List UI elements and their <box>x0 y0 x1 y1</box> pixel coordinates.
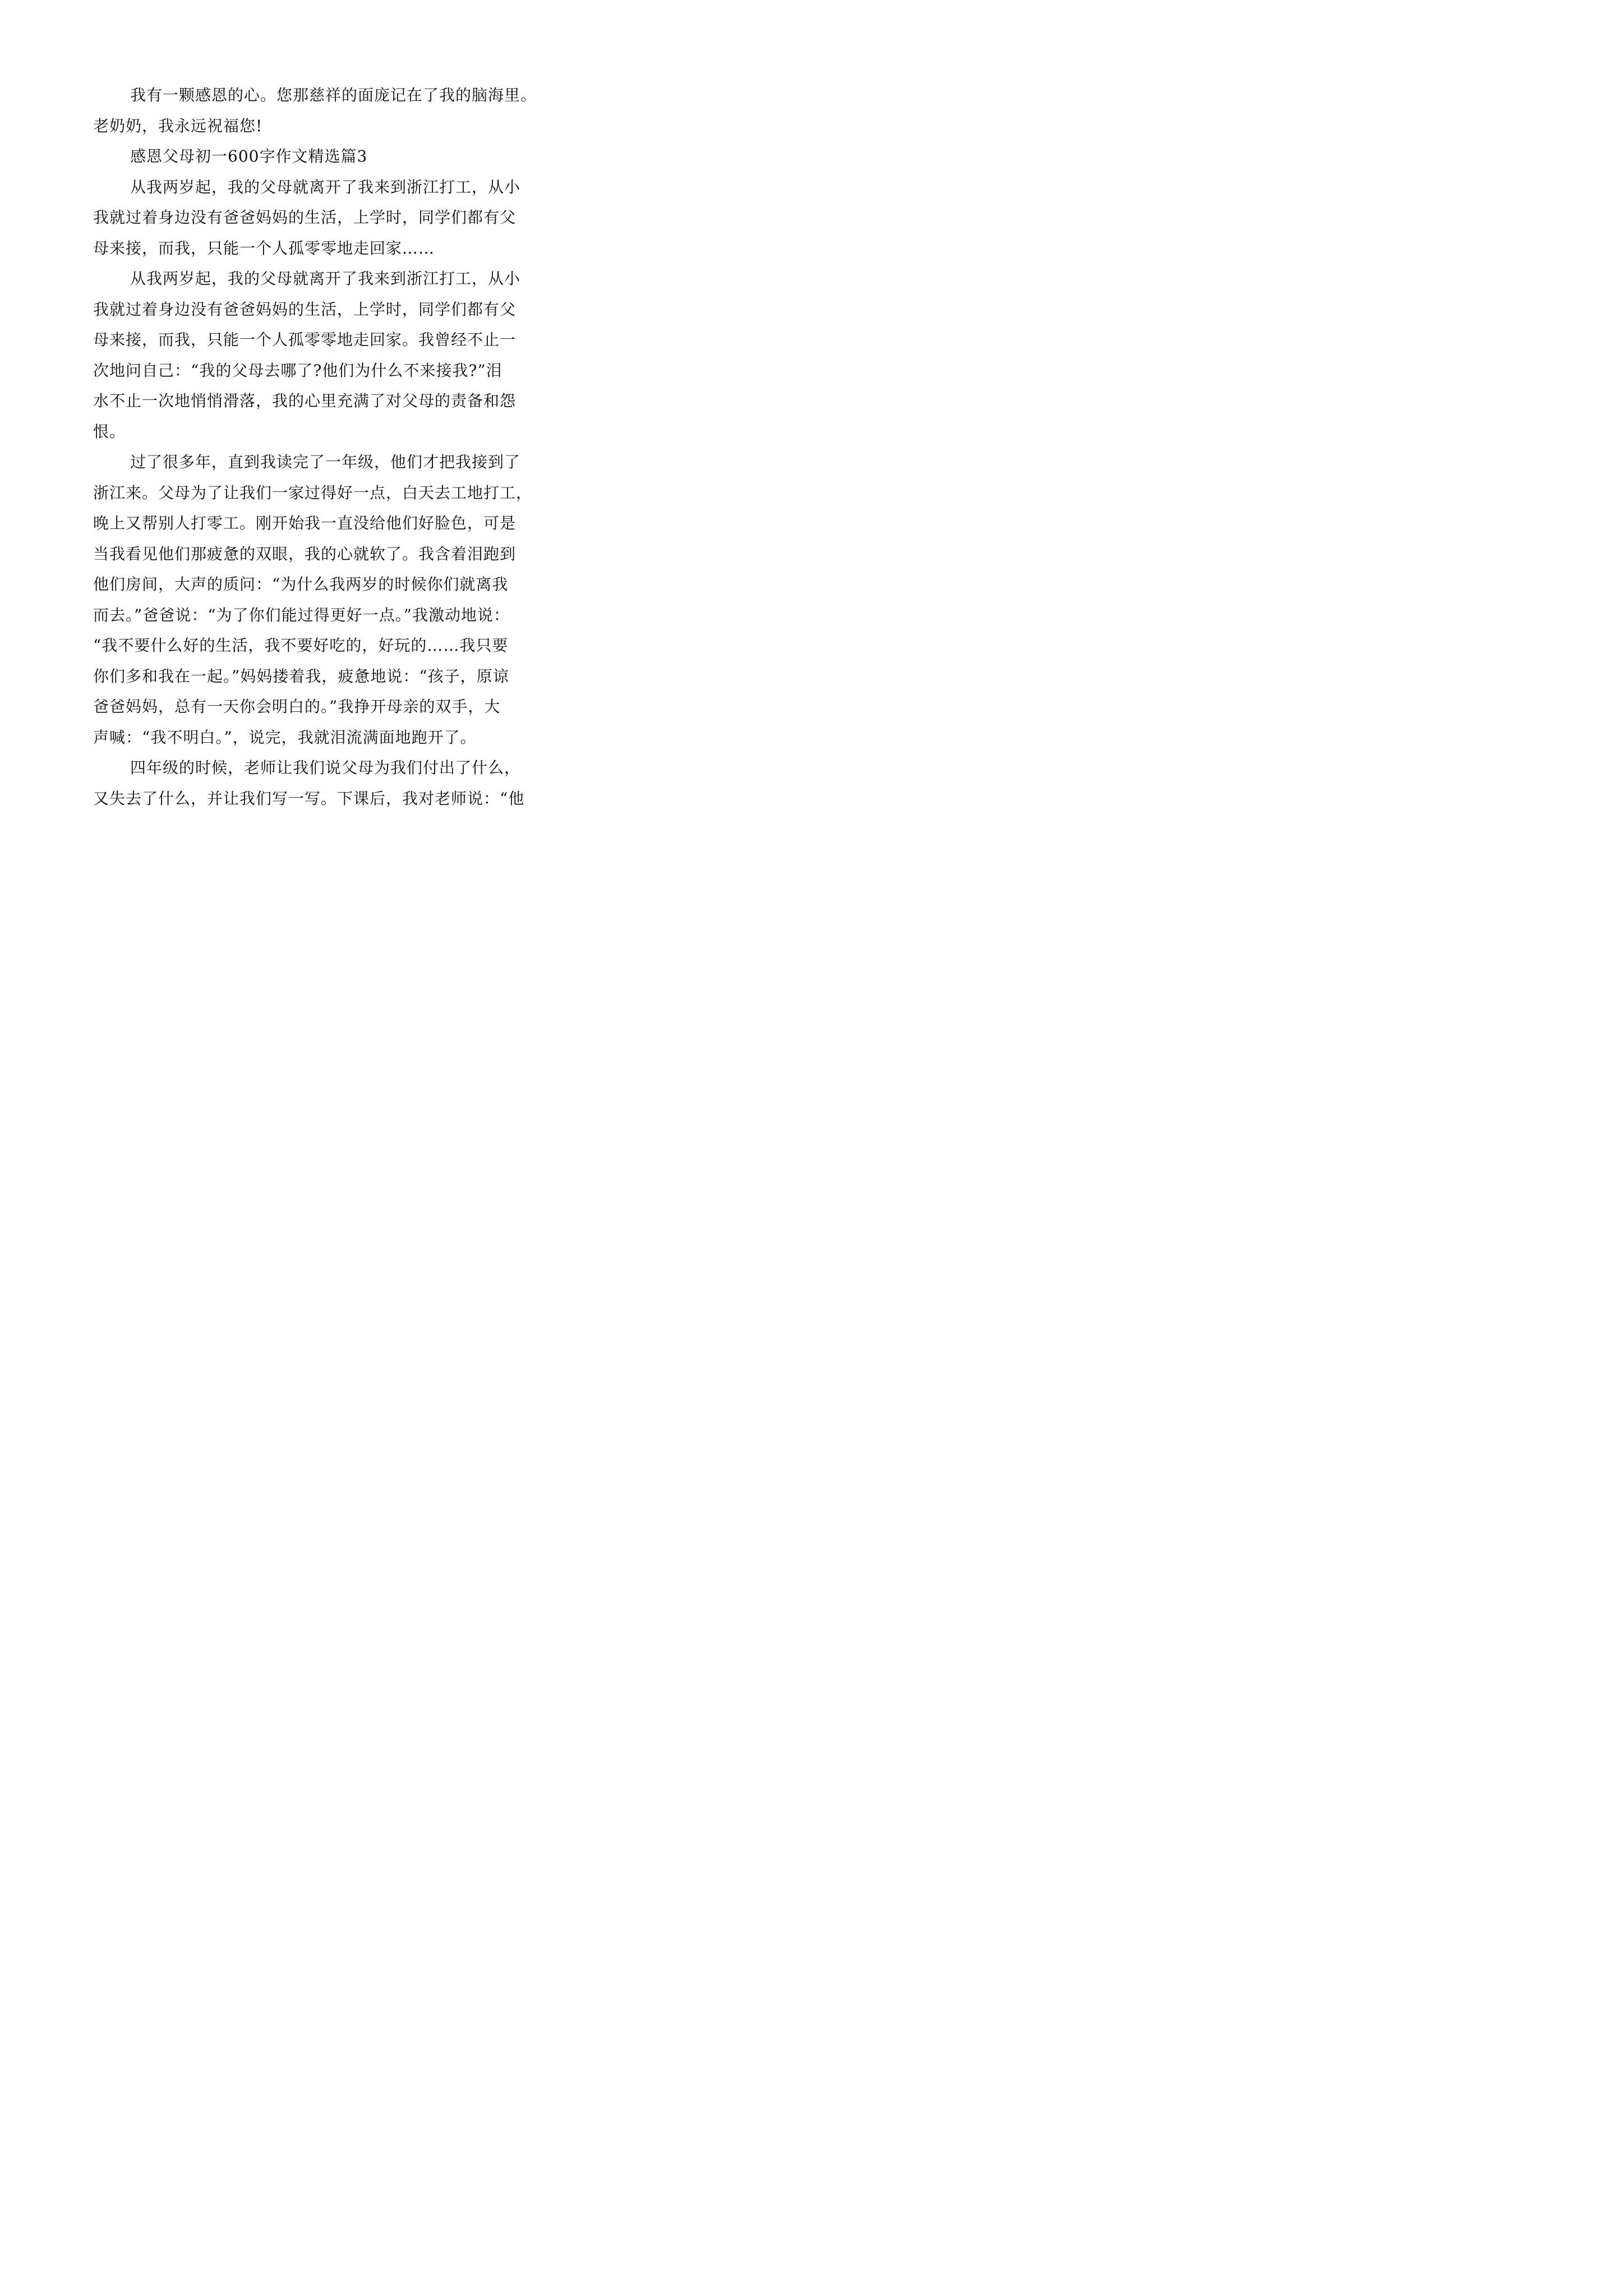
text-line: 从我两岁起，我的父母就离开了我来到浙江打工，从小 <box>130 269 521 288</box>
text-line: 我有一颗感恩的心。您那慈祥的面庞记在了我的脑海里。 <box>130 86 537 104</box>
text-line: 次地问自己：“我的父母去哪了?他们为什么不来接我?”泪 <box>93 361 502 380</box>
text-line: 老奶奶，我永远祝福您! <box>93 116 263 135</box>
text-line: “我不要什么好的生活，我不要好吃的，好玩的……我只要 <box>93 636 509 655</box>
text-line: 浙江来。父母为了让我们一家过得好一点，白天去工地打工， <box>93 483 533 502</box>
paragraph <box>93 264 553 447</box>
text-line: 母来接，而我，只能一个人孤零零地走回家。我曾经不止一 <box>93 330 517 349</box>
text-line: 恨。 <box>93 422 126 441</box>
heading-line: 感恩父母初一600字作文精选篇3 <box>130 147 368 165</box>
text-line: 我就过着身边没有爸爸妈妈的生活，上学时，同学们都有父 <box>93 208 517 227</box>
document-page <box>0 0 623 881</box>
paragraph <box>93 80 553 141</box>
text-line: 当我看见他们那疲惫的双眼，我的心就软了。我含着泪跑到 <box>93 544 517 563</box>
text-line: 而去。”爸爸说：“为了你们能过得更好一点。”我激动地说： <box>93 605 510 624</box>
text-line: 过了很多年，直到我读完了一年级，他们才把我接到了 <box>130 453 521 471</box>
text-line: 他们房间，大声的质问：“为什么我两岁的时候你们就离我 <box>93 575 509 593</box>
text-line: 水不止一次地悄悄滑落，我的心里充满了对父母的责备和怨 <box>93 392 517 410</box>
paragraph <box>93 753 553 814</box>
section-heading <box>93 141 553 172</box>
text-line: 声喊：“我不明白。”，说完，我就泪流满面地跑开了。 <box>93 728 477 747</box>
text-line: 从我两岁起，我的父母就离开了我来到浙江打工，从小 <box>130 177 521 196</box>
text-line: 我就过着身边没有爸爸妈妈的生活，上学时，同学们都有父 <box>93 300 517 319</box>
text-line: 母来接，而我，只能一个人孤零零地走回家…… <box>93 238 435 257</box>
text-line: 晚上又帮别人打零工。刚开始我一直没给他们好脸色，可是 <box>93 514 517 532</box>
paragraph <box>93 447 553 753</box>
paragraph <box>93 172 553 264</box>
essay-text <box>93 80 553 814</box>
text-line: 四年级的时候，老师让我们说父母为我们付出了什么， <box>130 758 521 777</box>
text-line: 又失去了什么，并让我们写一写。下课后，我对老师说：“他 <box>93 789 525 808</box>
text-line: 爸爸妈妈，总有一天你会明白的。”我挣开母亲的双手，大 <box>93 697 501 716</box>
text-line: 你们多和我在一起。”妈妈搂着我，疲惫地说：“孩子，原谅 <box>93 666 509 685</box>
